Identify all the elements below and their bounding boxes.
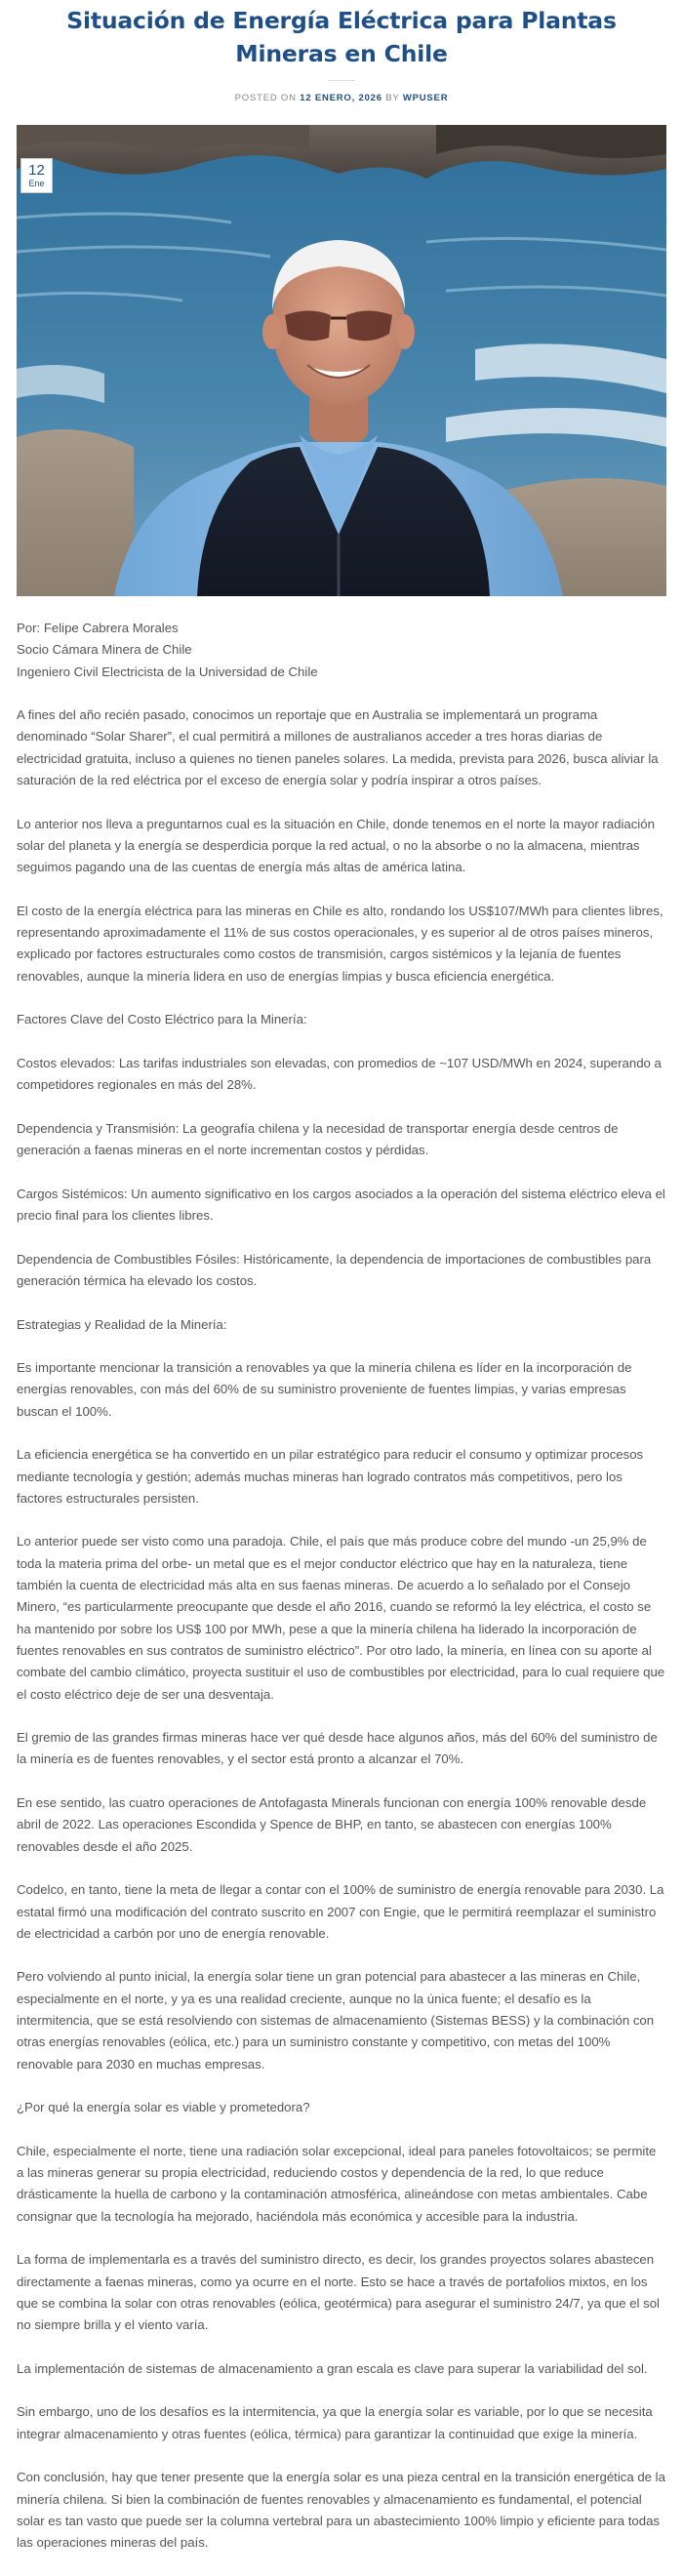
featured-image	[17, 125, 666, 596]
date-badge	[20, 158, 53, 193]
post-date-link[interactable]: 12 ENERO, 2026	[300, 93, 382, 103]
paragraph: Dependencia y Transmisión: La geografía chilena y la necesidad de transportar energía desde centros de generación a faenas mineras en el norte incrementan costos y pérdidas.	[17, 1120, 619, 1158]
meta-by: BY	[385, 93, 400, 103]
paragraph: El costo de la energía eléctrica para las mineras en Chile es alto, rondando los US$107/MWh para clientes libres, representando aproximadamente el 11% de sus costos operacionales, y es superior al de otros países mineros, explicado por factores estructurales como costos de transmisión, cargos sistémicos y la lejanía de fuentes renovables, aunque la minería lidera en uso de energías limpias y busca eficiencia energética.	[17, 903, 663, 984]
paragraph: Lo anterior nos lleva a preguntarnos cual es la situación en Chile, donde tenemos en el norte la mayor radiación solar del planeta y la energía se desperdicia porque la red actual, o no la absorbe o no la almacena, mientras seguimos pagando una de las cuentas de energía más altas de américa latina.	[17, 816, 655, 875]
post-author-link[interactable]: WPUSER	[402, 93, 449, 103]
post-title: Situación de Energía Eléctrica para Plantas Mineras en Chile	[66, 7, 617, 67]
paragraph: En ese sentido, las cuatro operaciones de Antofagasta Minerals funcionan con energía 100% renovable desde abril de 2022. Las operaciones Escondida y Spence de BHP, en tanto, se abastecen con energías 100% renovables desde el año 2025.	[17, 1795, 647, 1854]
paragraph: Costos elevados: Las tarifas industriales son elevadas, con promedios de ~107 USD/MWh en 2024, superando a competidores regionales en más del 28%.	[17, 1055, 662, 1093]
byline-affiliation: Socio Cámara Minera de Chile	[17, 642, 192, 658]
date-badge-month: Ene	[28, 179, 45, 188]
section-heading: ¿Por qué la energía solar es viable y prometedora?	[17, 2100, 310, 2115]
paragraph: A fines del año recién pasado, conocimos un reportaje que en Australia se implementará un programa denominado “Solar Sharer”, el cual permitirá a millones de australianos acceder a tres horas diarias de electricidad gratuita, incluso a quienes no tienen paneles solares. La medida, prevista para 2026, busca aliviar la saturación de la red eléctrica por el exceso de energía solar y podría inspirar a otros países.	[17, 707, 659, 788]
paragraph: Con conclusión, hay que tener presente que la energía solar es una pieza central en la transición energética de la minería chilena. Si bien la combinación de fuentes renovables y almacenamiento es fundamental, el potencial solar es tan vasto que puede ser la columna vertebral para un abastecimiento 100% limpio y eficiente para todas las operaciones mineras del país.	[17, 2470, 665, 2551]
post-meta	[17, 93, 666, 106]
paragraph: La forma de implementarla es a través del suministro directo, es decir, los grandes proyectos solares abastecen directamente a faenas mineras, como ya ocurre en el norte. Esto se hace a través de portafolios mixtos, en los que se combina la solar con otras renovables (eólica, geotérmica) para asegurar el suministro 24/7, ya que el sol no siempre brilla y el viento varía.	[17, 2252, 660, 2333]
paragraph: Dependencia de Combustibles Fósiles: Históricamente, la dependencia de importaciones de combustibles para generación térmica ha elevado los costos.	[17, 1251, 652, 1288]
author-byline	[17, 618, 666, 683]
paragraph: El gremio de las grandes firmas mineras hace ver qué desde hace algunos años, más del 60% del suministro de la minería es de fuentes renovables, y el sector está pronto a alcanzar el 70%.	[17, 1730, 658, 1767]
paragraph: Es importante mencionar la transición a renovables ya que la minería chilena es líder en la incorporación de energías renovables, con más del 60% de su suministro proveniente de fuentes limpias, y varias empresas buscan el 100%.	[17, 1360, 632, 1419]
paragraph: Chile, especialmente el norte, tiene una radiación solar excepcional, ideal para paneles fotovoltaicos; se permite a las mineras generar su propia electricidad, reduciendo costos y dependencia de la red, lo que reduce drásticamente la huella de carbono y la contaminación atmosférica, alineándose con metas ambientales. Cabe consignar que la tecnología ha mejorado, haciéndola más económica y accesible para la industria.	[17, 2143, 657, 2224]
post-content	[17, 596, 666, 2554]
paragraph: Lo anterior puede ser visto como una paradoja. Chile, el país que más produce cobre del mundo -un 25,9% de toda la materia prima del orbe- un metal que es el mejor conductor eléctrico que hay en la naturaleza, tiene también la cuenta de electricidad más alta en sus faenas mineras. De acuerdo a lo señalado por el Consejo Minero, “es particularmente preocupante que desde el año 2016, cuando se reformó la ley eléctrica, el costo se ha mantenido por sobre los US$ 100 por MWh, pese a que la minería chilena ha liderado la incorporación de fuentes renovables en sus contratos de suministro eléctrico”. Por otro lado, la minería, en línea con su aporte al combate del cambio climático, proyecta sustituir el uso de combustibles por electricidad, para lo cual requiere que el costo eléctrico deje de ser una desventaja.	[17, 1534, 665, 1702]
paragraph: Cargos Sistémicos: Un aumento significativo en los cargos asociados a la operación del sistema eléctrico eleva el precio final para los clientes libres.	[17, 1186, 665, 1224]
paragraph: Sin embargo, uno de los desafíos es la intermitencia, ya que la energía solar es variable, por lo que se necesita integrar almacenamiento y otras fuentes (eólica, térmica) para garantizar la continuidad que exige la minería.	[17, 2404, 653, 2441]
byline-author: Por: Felipe Cabrera Morales	[17, 621, 179, 635]
paragraph: La implementación de sistemas de almacenamiento a gran escala es clave para superar la variabilidad del sol.	[17, 2360, 648, 2376]
paragraph: Codelco, en tanto, tiene la meta de llegar a contar con el 100% de suministro de energía renovable para 2030. La estatal firmó una modificación del contrato suscrito en 2007 con Engie, que le permitirá reemplazar el suministro de electricidad a carbón por uno de energía renovable.	[17, 1882, 664, 1941]
section-heading: Estrategias y Realidad de la Minería:	[17, 1316, 227, 1332]
title-divider	[328, 80, 355, 81]
section-heading: Factores Clave del Costo Eléctrico para la Minería:	[17, 1012, 307, 1027]
meta-prefix: POSTED ON	[234, 93, 297, 103]
date-badge-day: 12	[28, 162, 45, 179]
paragraph: Pero volviendo al punto inicial, la energía solar tiene un gran potencial para abastecer a las mineras en Chile, especialmente en el norte, y ya es una realidad creciente, aunque no la única fuente; el desafío es la intermitencia, que se está resolviendo con sistemas de almacenamiento (Sistemas BESS) y la combinación con otras energías renovables (eólica, etc.) para un suministro constante y competitivo, con metas del 100% renovable para 2030 en muchas empresas.	[17, 1969, 655, 2072]
paragraph: La eficiencia energética se ha convertido en un pilar estratégico para reducir el consumo y optimizar procesos mediante tecnología y gestión; además muchas mineras han logrado contratos más competitivos, pero los factores estructurales persisten.	[17, 1447, 644, 1506]
byline-profession: Ingeniero Civil Electricista de la Universidad de Chile	[17, 664, 318, 679]
